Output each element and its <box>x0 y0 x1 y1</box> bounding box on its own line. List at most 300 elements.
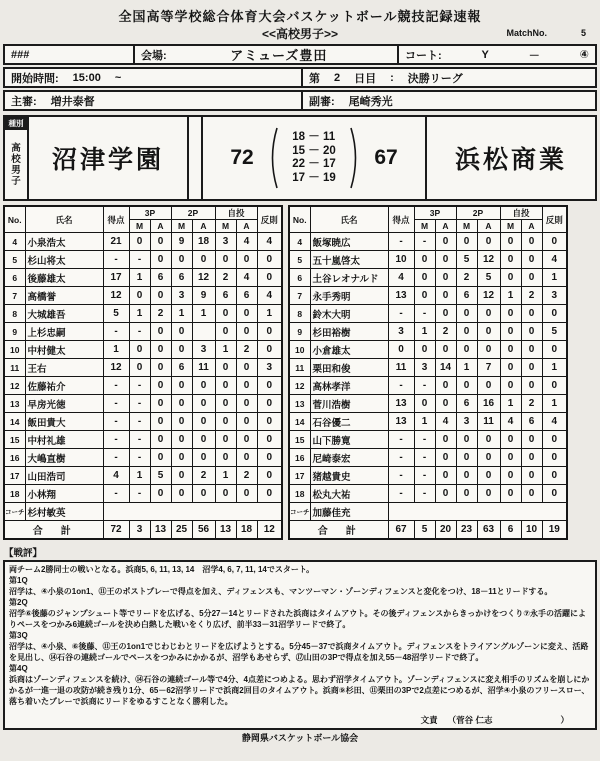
stat-cell: 0 <box>236 395 257 413</box>
player-fouls: 0 <box>257 251 282 269</box>
commentary-line: 浜商はゾーンディフェンスを続け、⑭石谷の連続ゴール等で4分、4点差につめよる。思わず沼学タイムアウト。ゾーンディフェンスに変え相手のリズムを崩しにかかるが一進一退の攻防が続き残り1分、65－62沼学リードで浜商2回目のタイムアウト。浜商⑨杉田、⑪栗田の3Pで2点差につめるが、沼学④小泉のフリースロー、落ち着いたプレーで浜商にリードをゆるすことなく勝利した。 <box>9 674 590 706</box>
info-row-referees <box>3 90 597 111</box>
player-number: 7 <box>289 287 310 305</box>
player-number: 14 <box>289 413 310 431</box>
stat-cell: 0 <box>215 323 236 341</box>
player-fouls: 0 <box>257 485 282 503</box>
column-header: A <box>521 220 542 233</box>
player-row <box>4 305 282 323</box>
stat-cell: 1 <box>129 467 150 485</box>
stat-cell: 0 <box>150 341 171 359</box>
stat-cell: 0 <box>192 251 215 269</box>
stat-cell: 0 <box>435 449 456 467</box>
stat-cell: 0 <box>215 377 236 395</box>
player-points: 0 <box>388 341 414 359</box>
total-label: 合 計 <box>289 521 388 539</box>
stat-cell: 12 <box>477 287 500 305</box>
stat-cell: 3 <box>414 359 435 377</box>
commentary-line: 両チーム2勝同士の戦いとなる。浜商5, 6, 11, 13, 14 沼学4, 6, 7, 11, 14でスタート。 <box>9 564 315 574</box>
player-name: 大嶋直樹 <box>25 449 103 467</box>
player-number: 9 <box>289 323 310 341</box>
stat-cell: 1 <box>215 341 236 359</box>
stat-cell: 0 <box>477 341 500 359</box>
stat-cell: 0 <box>171 413 192 431</box>
player-row <box>4 467 282 485</box>
stat-cell: 0 <box>129 233 150 251</box>
stat-cell: 18 <box>236 521 257 539</box>
commentary-line: 第1Q <box>9 575 28 585</box>
player-fouls: 4 <box>542 251 567 269</box>
column-header: 2P <box>456 206 500 220</box>
umpire-cell <box>301 92 595 109</box>
away-stats-table <box>288 205 568 540</box>
player-points: 12 <box>103 359 129 377</box>
stat-cell: 0 <box>500 251 521 269</box>
player-row <box>4 287 282 305</box>
stat-cell: 2 <box>236 467 257 485</box>
stat-cell: 0 <box>236 323 257 341</box>
stat-cell: 7 <box>477 359 500 377</box>
player-fouls: 0 <box>257 341 282 359</box>
stat-cell: 0 <box>435 233 456 251</box>
stat-cell: 6 <box>171 359 192 377</box>
player-name: 飯田貴大 <box>25 413 103 431</box>
stat-cell: 0 <box>236 413 257 431</box>
player-name: 松丸大祐 <box>310 485 388 503</box>
stat-cell: 3 <box>215 233 236 251</box>
commentary-text <box>9 564 591 707</box>
stat-cell: 1 <box>414 323 435 341</box>
stat-cell: 0 <box>236 377 257 395</box>
player-fouls: 0 <box>257 449 282 467</box>
quarter-dash: － <box>308 158 320 170</box>
quarter-away-score: 20 <box>323 144 336 157</box>
player-number: 10 <box>289 341 310 359</box>
player-row <box>289 269 567 287</box>
stat-cell: 0 <box>500 305 521 323</box>
column-header: 反則 <box>257 206 282 233</box>
player-name: 小泉浩太 <box>25 233 103 251</box>
player-number: 5 <box>289 251 310 269</box>
player-row <box>289 449 567 467</box>
player-row <box>4 413 282 431</box>
stat-cell: 1 <box>500 287 521 305</box>
stat-cell: 6 <box>150 269 171 287</box>
stat-cell: 0 <box>192 395 215 413</box>
player-number: 6 <box>289 269 310 287</box>
player-fouls: 0 <box>542 467 567 485</box>
stat-cell: 0 <box>236 431 257 449</box>
stat-cell: 0 <box>500 485 521 503</box>
player-fouls: 0 <box>257 323 282 341</box>
column-header: 自投 <box>500 206 542 220</box>
player-name: 山田浩司 <box>25 467 103 485</box>
stat-cell: 0 <box>521 377 542 395</box>
stat-cell: 1 <box>500 395 521 413</box>
player-row <box>289 287 567 305</box>
stat-cell: 11 <box>192 359 215 377</box>
player-row <box>289 395 567 413</box>
stat-cell: 0 <box>435 287 456 305</box>
stat-cell: 1 <box>192 305 215 323</box>
stat-cell: - <box>129 395 150 413</box>
stat-cell: 0 <box>150 431 171 449</box>
stat-cell: 6 <box>521 413 542 431</box>
stat-cell: 2 <box>192 467 215 485</box>
player-points: - <box>103 413 129 431</box>
stat-cell: - <box>129 377 150 395</box>
stat-cell: 0 <box>500 233 521 251</box>
column-header: M <box>129 220 150 233</box>
stat-cell: 2 <box>435 323 456 341</box>
stat-cell: 13 <box>215 521 236 539</box>
stat-cell: 1 <box>129 269 150 287</box>
quarter-away-score: 17 <box>323 158 336 170</box>
stat-cell: 0 <box>150 251 171 269</box>
player-name: 中村健太 <box>25 341 103 359</box>
player-row <box>4 233 282 251</box>
stat-cell: 0 <box>477 485 500 503</box>
stat-cell: 0 <box>521 449 542 467</box>
home-stats-table <box>3 205 283 540</box>
player-name: 五十嵐啓太 <box>310 251 388 269</box>
stat-cell: 14 <box>435 359 456 377</box>
stat-cell: 13 <box>150 521 171 539</box>
stat-cell: 0 <box>500 359 521 377</box>
player-fouls: 0 <box>257 467 282 485</box>
day-suffix: 日目 <box>354 72 377 85</box>
player-fouls: 0 <box>257 269 282 287</box>
stat-cell: 3 <box>192 341 215 359</box>
column-header: M <box>171 220 192 233</box>
stat-cell: 0 <box>215 413 236 431</box>
stat-cell: 0 <box>521 305 542 323</box>
stat-cell: 5 <box>477 269 500 287</box>
stat-cell: - <box>414 449 435 467</box>
player-number: 15 <box>289 431 310 449</box>
round-value: 決勝リーグ <box>407 72 463 85</box>
total-fouls: 12 <box>257 521 282 539</box>
player-points: 17 <box>103 269 129 287</box>
umpire-name: 尾崎秀光 <box>348 95 393 108</box>
stat-cell: 23 <box>456 521 477 539</box>
total-row <box>4 521 282 539</box>
stat-cell: 0 <box>477 233 500 251</box>
stat-cell: 6 <box>236 287 257 305</box>
player-points: 5 <box>103 305 129 323</box>
match-number-value: 5 <box>580 28 586 38</box>
stat-cell: 0 <box>150 323 171 341</box>
stat-cell: 1 <box>215 467 236 485</box>
total-fouls: 19 <box>542 521 567 539</box>
player-number: 11 <box>289 359 310 377</box>
player-fouls: 1 <box>542 395 567 413</box>
player-name: 中村礼雄 <box>25 431 103 449</box>
stat-cell: 0 <box>521 233 542 251</box>
referee-label: 主審: <box>11 95 37 108</box>
commentary-box <box>3 560 597 730</box>
player-name: 杉山将太 <box>25 251 103 269</box>
player-row <box>4 323 282 341</box>
stat-cell: - <box>414 467 435 485</box>
category-vertical-text <box>5 130 27 199</box>
player-name: 早房光徳 <box>25 395 103 413</box>
stat-cell: 0 <box>456 323 477 341</box>
quarter-away-score: 11 <box>323 131 336 143</box>
stat-cell: 5 <box>150 467 171 485</box>
stat-cell: 0 <box>435 251 456 269</box>
stat-cell: 0 <box>500 269 521 287</box>
away-score: 67 <box>374 146 398 169</box>
player-number: 13 <box>4 395 25 413</box>
quarter-home-score: 17 <box>292 171 305 184</box>
stat-cell: 0 <box>150 377 171 395</box>
stat-cell: 0 <box>150 233 171 251</box>
day-colon: : <box>390 71 394 84</box>
player-name: 上杉忠嗣 <box>25 323 103 341</box>
column-header: No. <box>4 206 25 233</box>
stats-tables <box>3 205 597 540</box>
player-points: - <box>388 377 414 395</box>
stat-cell: 0 <box>150 413 171 431</box>
quarter-home-score: 22 <box>292 158 305 170</box>
player-fouls: 0 <box>542 449 567 467</box>
player-row <box>289 305 567 323</box>
player-fouls: 3 <box>257 359 282 377</box>
stat-cell: 16 <box>477 395 500 413</box>
player-row <box>4 269 282 287</box>
quarter-score-row <box>281 158 347 172</box>
player-points: - <box>103 377 129 395</box>
player-points: - <box>103 431 129 449</box>
player-row <box>4 449 282 467</box>
player-points: - <box>388 467 414 485</box>
column-header: 得点 <box>103 206 129 233</box>
player-row <box>289 251 567 269</box>
coach-name: 加藤佳充 <box>310 503 388 521</box>
player-number: 17 <box>289 467 310 485</box>
day-number: 2 <box>334 71 341 84</box>
match-number <box>506 28 586 38</box>
column-header: M <box>500 220 521 233</box>
player-name: 高林孝洋 <box>310 377 388 395</box>
stat-cell: 2 <box>215 269 236 287</box>
player-fouls: 0 <box>542 485 567 503</box>
stat-cell: 0 <box>521 359 542 377</box>
player-name: 後藤雄太 <box>25 269 103 287</box>
stat-cell: 0 <box>171 377 192 395</box>
stat-cell: 0 <box>435 485 456 503</box>
column-header: A <box>477 220 500 233</box>
player-number: 18 <box>4 485 25 503</box>
column-header: 3P <box>414 206 456 220</box>
stat-cell: 0 <box>171 431 192 449</box>
court-dash: － <box>528 49 540 62</box>
stat-cell: 0 <box>236 485 257 503</box>
column-header: A <box>435 220 456 233</box>
match-number-label: MatchNo. <box>506 28 547 38</box>
organization-name: 静岡県バスケットボール協会 <box>241 732 359 743</box>
stat-cell: 6 <box>171 269 192 287</box>
stat-cell: 0 <box>171 485 192 503</box>
player-name: 王右 <box>25 359 103 377</box>
stat-cell: 0 <box>236 449 257 467</box>
stat-cell: 3 <box>456 413 477 431</box>
stat-cell: 0 <box>236 359 257 377</box>
stat-cell: 0 <box>456 449 477 467</box>
player-number: 12 <box>4 377 25 395</box>
player-points: 11 <box>388 359 414 377</box>
quarter-score-row <box>281 172 347 186</box>
stat-cell: 4 <box>500 413 521 431</box>
coach-label: コーチ <box>4 503 25 521</box>
player-name: 永手秀明 <box>310 287 388 305</box>
player-name: 佐藤祐介 <box>25 377 103 395</box>
stat-cell: 6 <box>456 395 477 413</box>
stat-cell: 0 <box>192 485 215 503</box>
player-number: 14 <box>4 413 25 431</box>
stat-cell <box>192 323 215 341</box>
player-number: 15 <box>4 431 25 449</box>
scoreboard-divider <box>187 117 203 199</box>
player-name: 石谷優二 <box>310 413 388 431</box>
category-char: 男 <box>11 164 21 176</box>
scoreboard <box>3 115 597 201</box>
stat-cell: 6 <box>500 521 521 539</box>
player-points: 3 <box>388 323 414 341</box>
stat-cell: 0 <box>477 305 500 323</box>
category-cell <box>5 117 29 199</box>
player-row <box>289 233 567 251</box>
stat-cell: 0 <box>456 467 477 485</box>
stat-cell: 0 <box>500 467 521 485</box>
venue-label: 会場: <box>141 49 167 62</box>
player-name: 土谷レオナルド <box>310 269 388 287</box>
column-header: M <box>414 220 435 233</box>
player-points: - <box>388 305 414 323</box>
stat-cell: 0 <box>215 305 236 323</box>
player-name: 山下勝寛 <box>310 431 388 449</box>
stat-cell: 0 <box>192 377 215 395</box>
stat-cell: 10 <box>521 521 542 539</box>
player-number: 16 <box>289 449 310 467</box>
stat-cell: - <box>129 449 150 467</box>
player-fouls: 4 <box>542 413 567 431</box>
stat-cell: 0 <box>435 377 456 395</box>
player-name: 菅川浩樹 <box>310 395 388 413</box>
commentary-line: 第3Q <box>9 630 28 640</box>
player-points: - <box>388 431 414 449</box>
court-letter: Y <box>481 48 489 61</box>
stat-cell: 1 <box>129 305 150 323</box>
player-row <box>4 431 282 449</box>
player-row <box>289 377 567 395</box>
player-row <box>4 251 282 269</box>
player-number: 4 <box>4 233 25 251</box>
player-number: 10 <box>4 341 25 359</box>
info-row-time <box>3 67 597 88</box>
stat-cell: 0 <box>456 377 477 395</box>
column-header: 自投 <box>215 206 257 220</box>
stat-cell: - <box>414 431 435 449</box>
stat-cell: - <box>414 305 435 323</box>
stat-cell: - <box>129 323 150 341</box>
stat-cell: 1 <box>456 359 477 377</box>
right-paren-icon <box>349 125 362 191</box>
stat-cell: 0 <box>521 431 542 449</box>
commentary-title: 【戦評】 <box>4 547 43 559</box>
stat-cell: 0 <box>521 341 542 359</box>
column-header: 反則 <box>542 206 567 233</box>
column-header: 3P <box>129 206 171 220</box>
player-name: 小倉雄太 <box>310 341 388 359</box>
player-number: 12 <box>289 377 310 395</box>
stat-cell: 1 <box>414 413 435 431</box>
stat-cell: 0 <box>435 395 456 413</box>
player-row <box>289 413 567 431</box>
author-label: 文責 <box>420 714 438 725</box>
stat-cell: 0 <box>171 251 192 269</box>
stat-cell: 12 <box>192 269 215 287</box>
court-label: コート: <box>405 49 442 62</box>
total-label: 合 計 <box>4 521 103 539</box>
hash-field: ### <box>11 48 30 61</box>
player-number: 16 <box>4 449 25 467</box>
player-name: 栗田和俊 <box>310 359 388 377</box>
start-time-value: 15:00 <box>72 71 101 84</box>
stat-cell: 0 <box>414 251 435 269</box>
player-points: 4 <box>388 269 414 287</box>
venue-cell <box>133 46 397 63</box>
stat-cell: 0 <box>477 449 500 467</box>
total-points: 72 <box>103 521 129 539</box>
stat-cell: 0 <box>236 251 257 269</box>
column-header: M <box>215 220 236 233</box>
stat-cell: 0 <box>500 341 521 359</box>
column-header: A <box>192 220 215 233</box>
stat-cell: 5 <box>456 251 477 269</box>
player-points: 13 <box>388 413 414 431</box>
stat-cell: 4 <box>435 413 456 431</box>
stat-cell: 0 <box>192 431 215 449</box>
stat-cell: 0 <box>435 467 456 485</box>
info-row-venue <box>3 44 597 65</box>
stat-cell: 9 <box>192 287 215 305</box>
stat-cell: 63 <box>477 521 500 539</box>
stat-cell: 4 <box>236 269 257 287</box>
column-header: A <box>236 220 257 233</box>
stat-cell: 0 <box>435 341 456 359</box>
stat-cell: 0 <box>456 233 477 251</box>
stat-cell: - <box>129 431 150 449</box>
column-header: 得点 <box>388 206 414 233</box>
stat-cell: 0 <box>500 377 521 395</box>
quarter-dash: － <box>308 171 320 184</box>
player-fouls: 0 <box>257 395 282 413</box>
stat-cell: 0 <box>500 449 521 467</box>
subtitle-row <box>0 25 600 42</box>
player-number: 18 <box>289 485 310 503</box>
commentary-line: 第4Q <box>9 663 28 673</box>
stat-cell: 2 <box>456 269 477 287</box>
player-points: 13 <box>388 395 414 413</box>
quarter-home-score: 18 <box>292 131 305 143</box>
player-row <box>4 395 282 413</box>
venue-value: アミューズ豊田 <box>230 48 328 63</box>
day-round-cell <box>301 69 595 86</box>
stat-cell: 3 <box>171 287 192 305</box>
stat-cell: 25 <box>171 521 192 539</box>
